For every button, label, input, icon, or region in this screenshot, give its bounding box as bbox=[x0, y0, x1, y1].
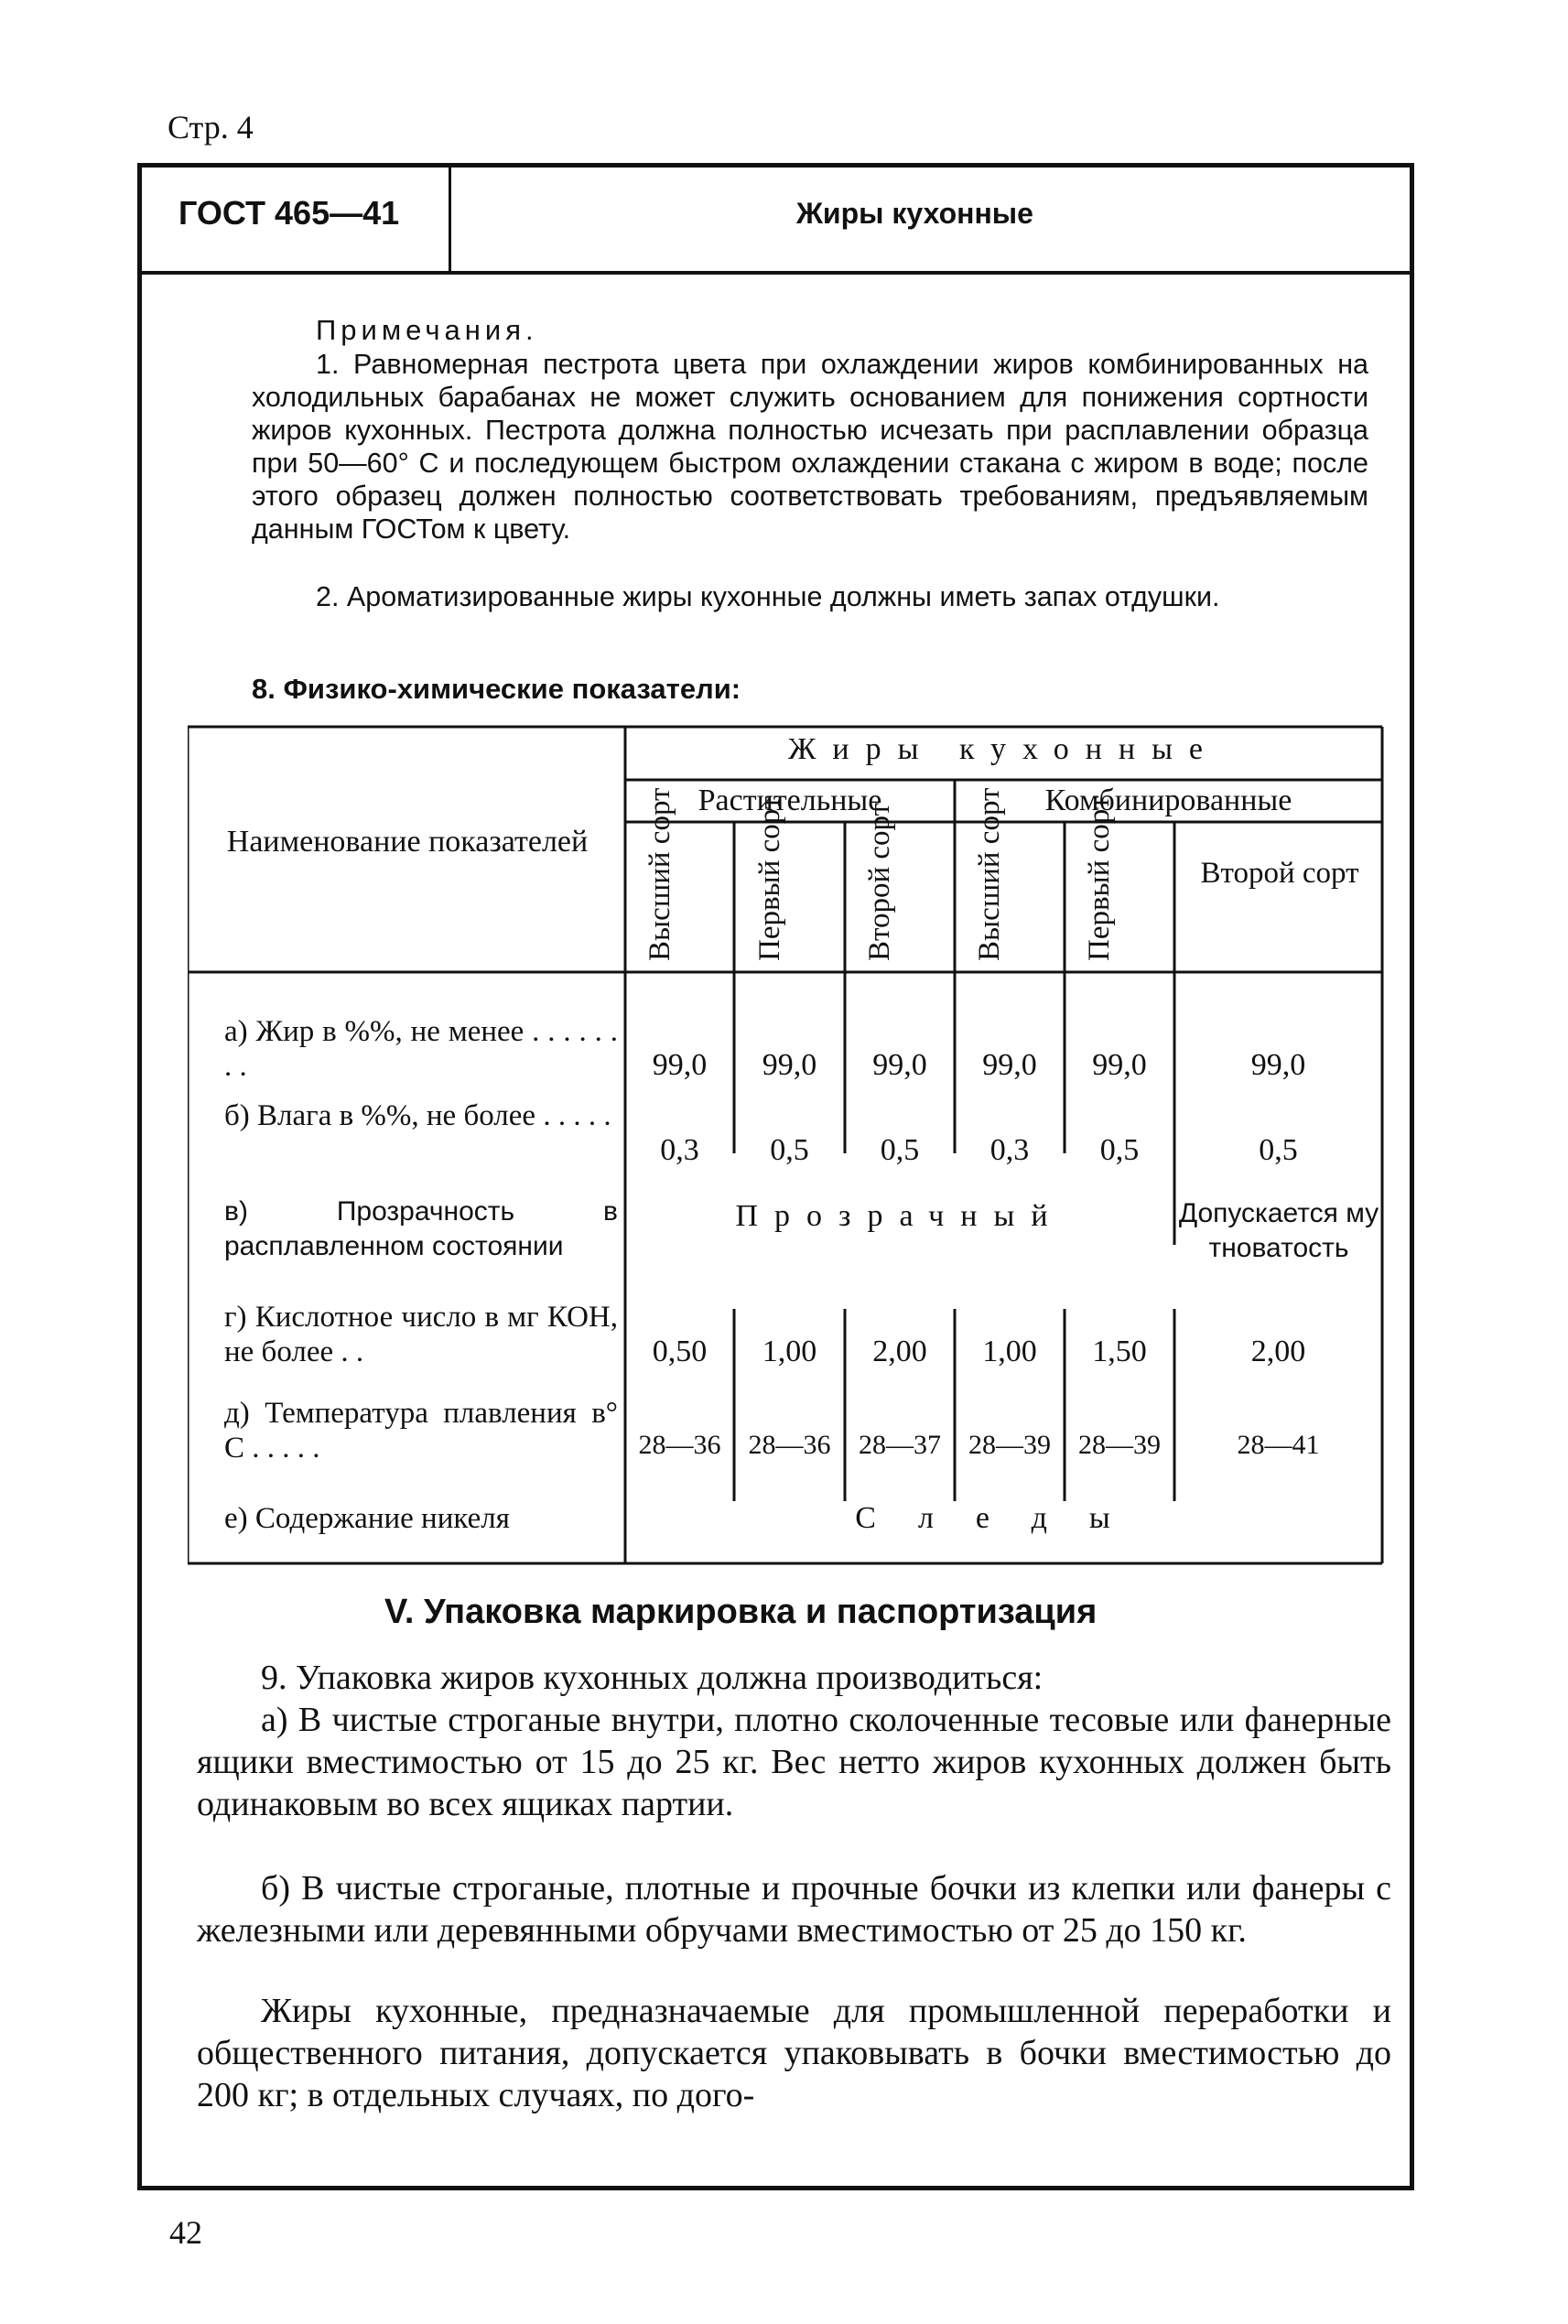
header-top-rule bbox=[137, 163, 1414, 168]
cell-acid-1: 0,50 bbox=[652, 1335, 708, 1368]
cell-moisture-5: 0,5 bbox=[1099, 1133, 1140, 1167]
header-bottom-rule bbox=[137, 271, 1414, 275]
row-name-fat: а) Жир в %%, не менее . . . . . . . . bbox=[224, 1015, 618, 1083]
cell-transparency-last: Допускается мутноватость bbox=[1178, 1198, 1379, 1263]
cell-moisture-2: 0,5 bbox=[770, 1133, 809, 1167]
grade-header-4: Высший сорт bbox=[973, 787, 1006, 961]
col-name-header: Наименование показателей bbox=[226, 825, 589, 859]
cell-acid-4: 1,00 bbox=[982, 1335, 1037, 1368]
frame-left-rule bbox=[137, 168, 142, 2190]
frame-bottom-rule bbox=[137, 2186, 1414, 2190]
cell-acid-5: 1,50 bbox=[1092, 1335, 1147, 1368]
cell-melt-4: 28—39 bbox=[968, 1430, 1051, 1460]
notes-heading: Примечания. bbox=[316, 314, 538, 346]
cell-melt-6: 28—41 bbox=[1237, 1430, 1320, 1460]
cell-melt-1: 28—36 bbox=[638, 1430, 721, 1460]
cell-moisture-1: 0,3 bbox=[660, 1133, 699, 1167]
paragraph-9b: б) В чистые строганые, плотные и прочные бочки из клепки или фанеры с железными или деревянными обручами вместимостью от 25 до 150 кг. bbox=[197, 1869, 1391, 1950]
subgroup-vegetable: Растительные bbox=[697, 784, 882, 817]
note-2: 2. Ароматизированные жиры кухонные должны иметь запах отдушки. bbox=[316, 581, 1220, 612]
cell-transparency-span: Прозрачный bbox=[735, 1199, 1065, 1233]
grade-header-3: Второй сорт bbox=[863, 802, 896, 961]
cell-nickel-span: Следы bbox=[855, 1501, 1152, 1535]
cell-moisture-6: 0,5 bbox=[1259, 1133, 1298, 1167]
row-name-melting-point: д) Температура плавления в° С . . . . . bbox=[224, 1397, 618, 1465]
row-name-moisture: б) Влага в %%, не более . . . . . bbox=[224, 1099, 611, 1132]
page-number: 42 bbox=[169, 2214, 202, 2251]
cell-fat-6: 99,0 bbox=[1250, 1048, 1306, 1082]
subgroup-combined: Комбинированные bbox=[1044, 784, 1292, 817]
cell-fat-2: 99,0 bbox=[762, 1048, 817, 1082]
cell-moisture-4: 0,3 bbox=[989, 1133, 1030, 1167]
section-8-title: 8. Физико-химические показатели: bbox=[252, 673, 741, 705]
cell-acid-6: 2,00 bbox=[1250, 1335, 1306, 1368]
header-divider bbox=[449, 168, 451, 271]
physico-chemical-table bbox=[188, 723, 1387, 1570]
cell-moisture-3: 0,5 bbox=[880, 1133, 920, 1167]
cell-melt-5: 28—39 bbox=[1078, 1430, 1161, 1460]
cell-melt-3: 28—37 bbox=[859, 1430, 941, 1460]
paragraph-9: 9. Упаковка жиров кухонных должна производиться: bbox=[261, 1659, 1044, 1697]
grade-header-2: Первый сорт bbox=[753, 795, 786, 961]
grade-header-5: Первый сорт bbox=[1083, 795, 1116, 961]
frame-right-rule bbox=[1410, 168, 1414, 2190]
section-5-title: V. Упаковка маркировка и паспортизация bbox=[384, 1593, 1098, 1631]
cell-fat-3: 99,0 bbox=[872, 1048, 927, 1082]
document-title: Жиры кухонные bbox=[796, 197, 1033, 230]
note-1: 1. Равномерная пестрота цвета при охлаждении жиров комбинированных на холодильных барабанах не может служить основанием для понижения сортности жиров кухонных. Пестрота должна полностью исчезать при расплавлении образца при 50—60° С и последующем быстром охлаждении стакана с жиром в воде; после этого образец должен полностью соответствовать требованиям, предъявляемым данным ГОСТом к цвету. bbox=[252, 349, 1368, 545]
cell-fat-1: 99,0 bbox=[652, 1048, 708, 1082]
cell-melt-2: 28—36 bbox=[748, 1430, 831, 1460]
cell-acid-3: 2,00 bbox=[872, 1335, 927, 1368]
standard-code: ГОСТ 465—41 bbox=[178, 194, 400, 232]
cell-fat-4: 99,0 bbox=[982, 1048, 1037, 1082]
row-name-nickel: е) Содержание никеля bbox=[224, 1502, 510, 1535]
grade-header-6: Второй сорт bbox=[1200, 857, 1359, 890]
group-header: Жиры кухонные bbox=[787, 732, 1220, 766]
row-name-acid-number: г) Кислотное число в мг КОН, не более . . bbox=[224, 1301, 618, 1368]
page-label: Стр. 4 bbox=[168, 109, 254, 146]
paragraph-9c: Жиры кухонные, предназначаемые для промышленной переработки и общественного питания, допускается упаковывать в бочки вместимостью до 200 кг; в отдельных случаях, по дого- bbox=[197, 1992, 1391, 2114]
paragraph-9a: а) В чистые строганые внутри, плотно сколоченные тесовые или фанерные ящики вместимостью от 15 до 25 кг. Вес нетто жиров кухонных должен быть одинаковым во всех ящиках партии. bbox=[197, 1701, 1391, 1823]
grade-header-1: Высший сорт bbox=[643, 787, 676, 961]
cell-acid-2: 1,00 bbox=[762, 1335, 817, 1368]
row-name-transparency: в) Прозрачность в расплавленном состоянии bbox=[224, 1196, 618, 1261]
cell-fat-5: 99,0 bbox=[1092, 1048, 1147, 1082]
